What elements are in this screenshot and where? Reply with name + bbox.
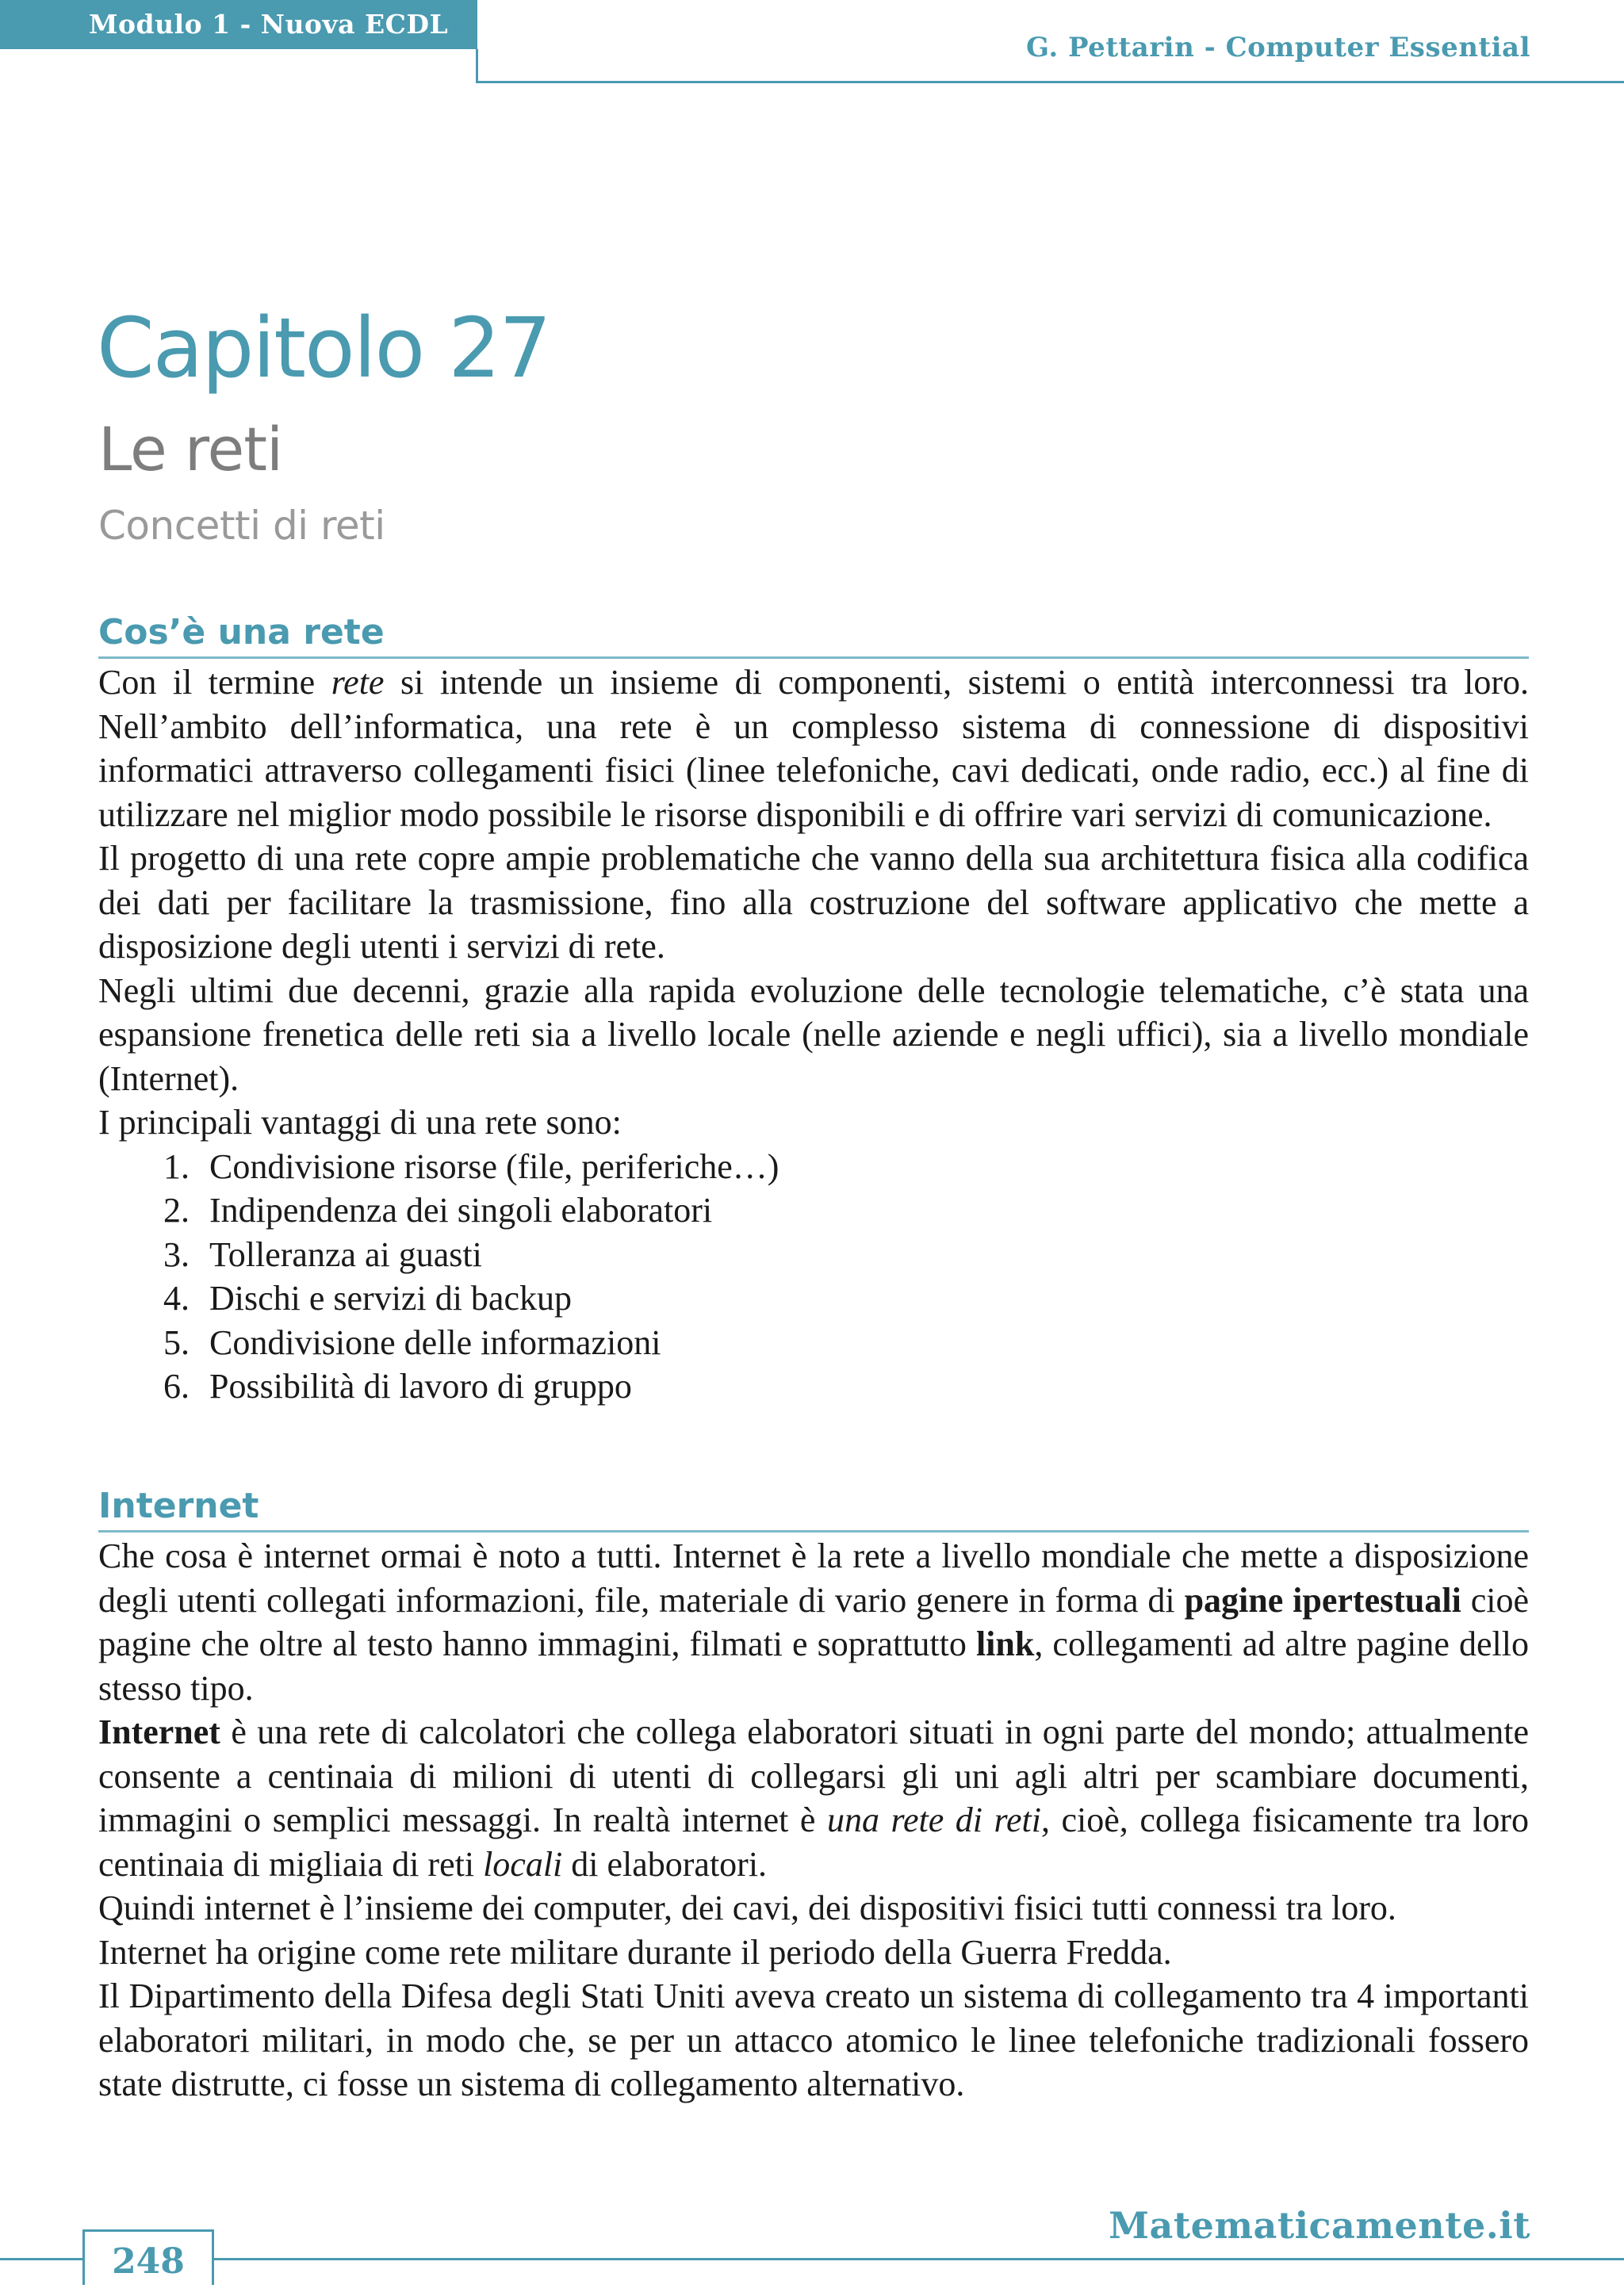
chapter-subtitle: Le reti bbox=[98, 414, 283, 484]
header-divider-vertical bbox=[476, 49, 478, 83]
paragraph bbox=[98, 1534, 1529, 1710]
text-run: si intende un insieme di componenti, sistemi o entità interconnessi tra loro. Nell’ambito dell’informatica, una rete è un complesso sistema di connessione di dispositivi informatici attraverso collegamenti fisici (linee telefoniche, cavi dedicati, onde radio, ecc.) al fine di utilizzare nel miglior modo possibile le risorse disponibili e di offrire vari servizi di comunicazione. bbox=[98, 663, 1529, 834]
text-run: di elaboratori. bbox=[562, 1844, 768, 1884]
bold-term: pagine ipertestuali bbox=[1184, 1580, 1461, 1620]
section-heading: Cos’è una rete bbox=[98, 610, 1529, 659]
paragraph bbox=[98, 660, 1529, 836]
list-item: 1. Condivisione risorse (file, periferiche…) bbox=[198, 1145, 1529, 1189]
italic-term: rete bbox=[331, 663, 385, 702]
paragraph: Il Dipartimento della Difesa degli Stati Uniti aveva creato un sistema di collegamento tra 4 importanti elaboratori militari, in modo che, se per un attacco atomico le linee telefoniche tradizionali fossero state distrutte, ci fosse un sistema di collegamento alternativo. bbox=[98, 1976, 1529, 2103]
footer-divider bbox=[0, 2258, 1624, 2260]
section-cos-e-una-rete bbox=[98, 610, 1529, 1409]
text-run: Con il termine bbox=[98, 663, 331, 702]
list-item: 4. Dischi e servizi di backup bbox=[198, 1276, 1529, 1321]
paragraph: Internet ha origine come rete militare durante il periodo della Guerra Fredda. bbox=[98, 1932, 1172, 1972]
bold-term: Internet bbox=[98, 1712, 220, 1751]
author-title: G. Pettarin - Computer Essential bbox=[1026, 32, 1530, 63]
italic-term: locali bbox=[483, 1844, 563, 1884]
paragraph: Il progetto di una rete copre ampie problematiche che vanno della sua architettura fisica alla codifica dei dati per facilitare la trasmissione, fino alla costruzione del software applicativo che mette a disposizione degli utenti i servizi di rete. bbox=[98, 839, 1529, 966]
list-item: 3. Tolleranza ai guasti bbox=[198, 1233, 1529, 1277]
list-item: 6. Possibilità di lavoro di gruppo bbox=[198, 1364, 1529, 1409]
section-internet bbox=[98, 1484, 1529, 2107]
text-run: , collegamenti ad altre pagine dello stesso tipo. bbox=[98, 1624, 1529, 1708]
section-heading: Internet bbox=[98, 1484, 1529, 1533]
header-divider-horizontal bbox=[476, 81, 1624, 83]
text-run: , cioè, collega fisicamente tra loro centinaia di migliaia di reti bbox=[98, 1800, 1529, 1884]
text-run: Che cosa è internet ormai è noto a tutti. Internet è la rete a livello mondiale che mette a disposizione degli utenti collegati informazioni, file, materiale di vario genere in forma di bbox=[98, 1536, 1529, 1620]
page-number: 248 bbox=[82, 2229, 214, 2285]
italic-term: una rete di reti bbox=[826, 1800, 1041, 1839]
text-run: è una rete di calcolatori che collega elaboratori situati in ogni parte del mondo; attualmente consente a centinaia di milioni di utenti di collegarsi gli uni agli altri per scambiare documenti, immagini o semplici messaggi. In realtà internet è bbox=[98, 1712, 1529, 1839]
chapter-title: Capitolo 27 bbox=[97, 300, 550, 396]
text-run: cioè pagine che oltre al testo hanno immagini, filmati e soprattutto bbox=[98, 1580, 1530, 1663]
module-label: Modulo 1 - Nuova ECDL bbox=[0, 0, 477, 49]
paragraph: Quindi internet è l’insieme dei computer, dei cavi, dei dispositivi fisici tutti connessi tra loro. bbox=[98, 1888, 1396, 1927]
list-item: 2. Indipendenza dei singoli elaboratori bbox=[198, 1188, 1529, 1233]
footer-site: Matematicamente.it bbox=[1109, 2204, 1530, 2247]
paragraph: I principali vantaggi di una rete sono: bbox=[98, 1103, 622, 1142]
section-group-title: Concetti di reti bbox=[98, 503, 385, 549]
paragraph: Negli ultimi due decenni, grazie alla rapida evoluzione delle tecnologie telematiche, c’è stata una espansione frenetica delle reti sia a livello locale (nelle aziende e negli uffici), sia a livello mondiale (Internet). bbox=[98, 970, 1529, 1098]
paragraph bbox=[98, 1710, 1529, 1886]
advantages-list bbox=[98, 1145, 1529, 1409]
bold-term: link bbox=[975, 1624, 1035, 1663]
list-item: 5. Condivisione delle informazioni bbox=[198, 1321, 1529, 1365]
